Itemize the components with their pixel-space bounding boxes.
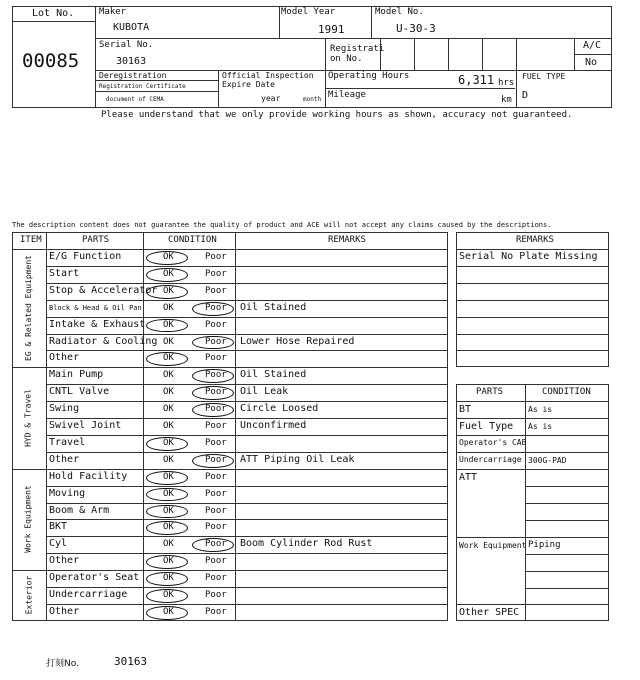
row-remark: Circle Loosed — [240, 403, 319, 415]
stamp-no-label: 打刻No. — [46, 659, 79, 669]
ok-circle-mark — [146, 471, 188, 485]
condition-poor-option: Poor — [205, 573, 227, 584]
serial-value: 30163 — [116, 56, 147, 67]
condition-poor-option: Poor — [205, 471, 227, 482]
row-part: Moving — [49, 487, 86, 499]
header-condition: CONDITION — [168, 235, 217, 245]
condition-poor-option: Poor — [205, 590, 227, 600]
table-row — [46, 604, 448, 621]
condition-poor-option: Poor — [205, 319, 227, 330]
lot-number: 00085 — [22, 50, 80, 72]
condition-poor-option: Poor — [205, 353, 227, 364]
hours-notice: Please understand that we only provide working hours as shown, accuracy not guaranteed. — [101, 110, 573, 120]
group-label: Work Equipment — [24, 485, 34, 554]
condition-poor-option: Poor — [205, 539, 227, 550]
work-equipment-value: Piping — [528, 540, 561, 550]
reg-cert-label: Registration Certificate — [99, 83, 186, 90]
table-row — [46, 350, 448, 367]
model-year-label: Model Year — [281, 7, 336, 17]
registration-label: Registrati on No. — [330, 44, 385, 64]
att-label: ATT — [459, 472, 478, 483]
hrs-label: hrs — [498, 78, 515, 88]
lot-label: Lot No. — [32, 8, 75, 19]
ok-circle-mark — [146, 572, 188, 586]
right-part-name: Undercarriage — [459, 455, 522, 464]
condition-poor-option: Poor — [205, 268, 227, 279]
row-part: Other — [49, 352, 80, 364]
right-part-condition: As is — [528, 405, 553, 414]
condition-poor-option: Poor — [205, 505, 227, 516]
row-part: Travel — [49, 436, 86, 448]
row-remark: Oil Stained — [240, 369, 307, 381]
condition-ok-option: OK — [163, 252, 174, 262]
condition-ok-option: OK — [163, 522, 174, 533]
serial-label: Serial No. — [99, 40, 154, 50]
ok-circle-mark — [146, 606, 188, 620]
condition-ok-option: OK — [163, 606, 174, 617]
group-label: Exterior — [23, 576, 33, 615]
table-row — [46, 519, 448, 536]
row-remark: Boom Cylinder Rod Rust — [240, 538, 373, 550]
ok-circle-mark — [146, 285, 188, 299]
right-part-name: BT — [459, 404, 472, 415]
row-remark: Oil Stained — [240, 301, 307, 313]
right-parts-header: PARTS — [476, 387, 504, 397]
op-hours-label: Operating Hours — [328, 71, 410, 81]
group-label: EG & Related Equipment — [24, 255, 34, 362]
condition-ok-option: OK — [163, 302, 174, 313]
maker-value: KUBOTA — [113, 22, 150, 33]
dereg-label: Deregistration — [99, 71, 167, 80]
year-label: year — [261, 94, 281, 103]
row-part: Cyl — [49, 538, 68, 550]
poor-circle-mark — [192, 454, 234, 468]
poor-circle-mark — [192, 386, 234, 400]
table-row — [46, 266, 448, 283]
row-part: Boom & Arm — [49, 504, 110, 516]
poor-circle-mark — [192, 302, 234, 316]
other-spec-label: Other SPEC — [459, 607, 520, 618]
condition-poor-option: Poor — [205, 370, 227, 381]
cema-label: document of CEMA — [106, 96, 164, 103]
condition-ok-option: OK — [163, 404, 174, 415]
row-part: Undercarriage — [49, 589, 128, 600]
header-item: ITEM — [20, 235, 42, 245]
condition-ok-option: OK — [163, 437, 174, 448]
inspection-label: Official Inspection Expire Date — [222, 71, 314, 89]
table-row — [46, 435, 448, 452]
ok-circle-mark — [146, 251, 188, 265]
condition-poor-option: Poor — [205, 302, 227, 313]
condition-ok-option: OK — [163, 370, 174, 381]
ok-circle-mark — [146, 437, 188, 451]
condition-ok-option: OK — [163, 336, 174, 347]
table-row — [46, 553, 448, 570]
row-part: Stop & Accelerator — [49, 284, 158, 296]
model-no-value: U-30-3 — [396, 22, 436, 35]
condition-ok-option: OK — [163, 573, 174, 584]
ac-value: No — [585, 57, 598, 68]
right-part-name: Fuel Type — [459, 421, 514, 432]
work-equipment-label: Work Equipment — [459, 541, 527, 550]
condition-poor-option: Poor — [205, 252, 227, 262]
condition-ok-option: OK — [163, 590, 174, 600]
row-part: Swing — [49, 403, 80, 415]
row-part: Radiator & Cooling — [49, 335, 158, 347]
mileage-label: Mileage — [328, 90, 366, 100]
model-year-value: 1991 — [318, 23, 345, 36]
month-label: month — [303, 96, 322, 103]
condition-poor-option: Poor — [205, 336, 227, 347]
condition-poor-option: Poor — [205, 404, 227, 415]
right-part-condition: 300G-PAD — [528, 456, 567, 465]
row-part: E/G Function — [49, 251, 122, 262]
right-part-condition: As is — [528, 422, 553, 431]
header-remarks: REMARKS — [328, 235, 366, 245]
model-no-label: Model No. — [375, 7, 424, 17]
row-part: Swivel Joint — [49, 420, 122, 431]
condition-ok-option: OK — [163, 421, 174, 431]
condition-ok-option: OK — [163, 285, 174, 296]
row-part: Start — [49, 267, 80, 279]
row-part: Main Pump — [49, 369, 104, 381]
ok-circle-mark — [146, 268, 188, 282]
condition-poor-option: Poor — [205, 285, 227, 296]
row-part: BKT — [49, 521, 68, 533]
maker-label: Maker — [99, 7, 127, 17]
condition-ok-option: OK — [163, 471, 174, 482]
row-part: Other — [49, 453, 80, 465]
header-parts: PARTS — [82, 235, 110, 245]
condition-poor-option: Poor — [205, 387, 227, 398]
condition-poor-option: Poor — [205, 556, 227, 567]
row-remark: Lower Hose Repaired — [240, 335, 355, 347]
condition-ok-option: OK — [163, 556, 174, 567]
condition-ok-option: OK — [163, 387, 174, 398]
stamp-no-value: 30163 — [114, 655, 148, 668]
condition-poor-option: Poor — [205, 606, 227, 617]
km-label: km — [501, 95, 512, 105]
condition-poor-option: Poor — [205, 522, 227, 533]
condition-ok-option: OK — [163, 505, 174, 516]
condition-poor-option: Poor — [205, 488, 227, 499]
condition-poor-option: Poor — [205, 454, 227, 465]
row-remark: Unconfirmed — [240, 420, 307, 431]
condition-ok-option: OK — [163, 488, 174, 499]
condition-ok-option: OK — [163, 353, 174, 364]
condition-poor-option: Poor — [205, 421, 227, 431]
disclaimer: The description content does not guarantee the quality of product and ACE will not accept any claims caused by the descriptions. — [12, 221, 552, 229]
condition-poor-option: Poor — [205, 437, 227, 448]
ok-circle-mark — [146, 589, 188, 603]
fuel-type-value: D — [522, 90, 529, 101]
row-part: Block & Head & Oil Pan — [49, 303, 142, 312]
row-part: CNTL Valve — [49, 386, 110, 398]
group-label: HYD & Travel — [24, 389, 34, 447]
row-remark: Oil Leak — [240, 386, 289, 398]
row-part: Other — [49, 605, 80, 617]
row-remark: ATT Piping Oil Leak — [240, 453, 355, 465]
ac-label: A/C — [583, 40, 602, 51]
ok-circle-mark — [146, 555, 188, 569]
condition-ok-option: OK — [163, 454, 174, 465]
row-part: Hold Facility — [49, 470, 128, 482]
table-row — [46, 486, 448, 503]
op-hours-value: 6,311 — [458, 73, 495, 87]
condition-ok-option: OK — [163, 539, 174, 550]
right-remarks-line: Serial No Plate Missing — [459, 251, 598, 262]
row-part: Operator's Seat — [49, 572, 140, 584]
poor-circle-mark — [192, 403, 234, 417]
right-part-name: Operator's CAB — [459, 438, 527, 447]
right-remarks-header: REMARKS — [516, 235, 554, 245]
row-part: Intake & Exhaust — [49, 318, 146, 330]
fuel-type-label: FUEL TYPE — [522, 72, 566, 81]
row-part: Other — [49, 555, 80, 567]
right-condition-header: CONDITION — [542, 387, 591, 397]
condition-ok-option: OK — [163, 268, 174, 279]
condition-ok-option: OK — [163, 319, 174, 330]
